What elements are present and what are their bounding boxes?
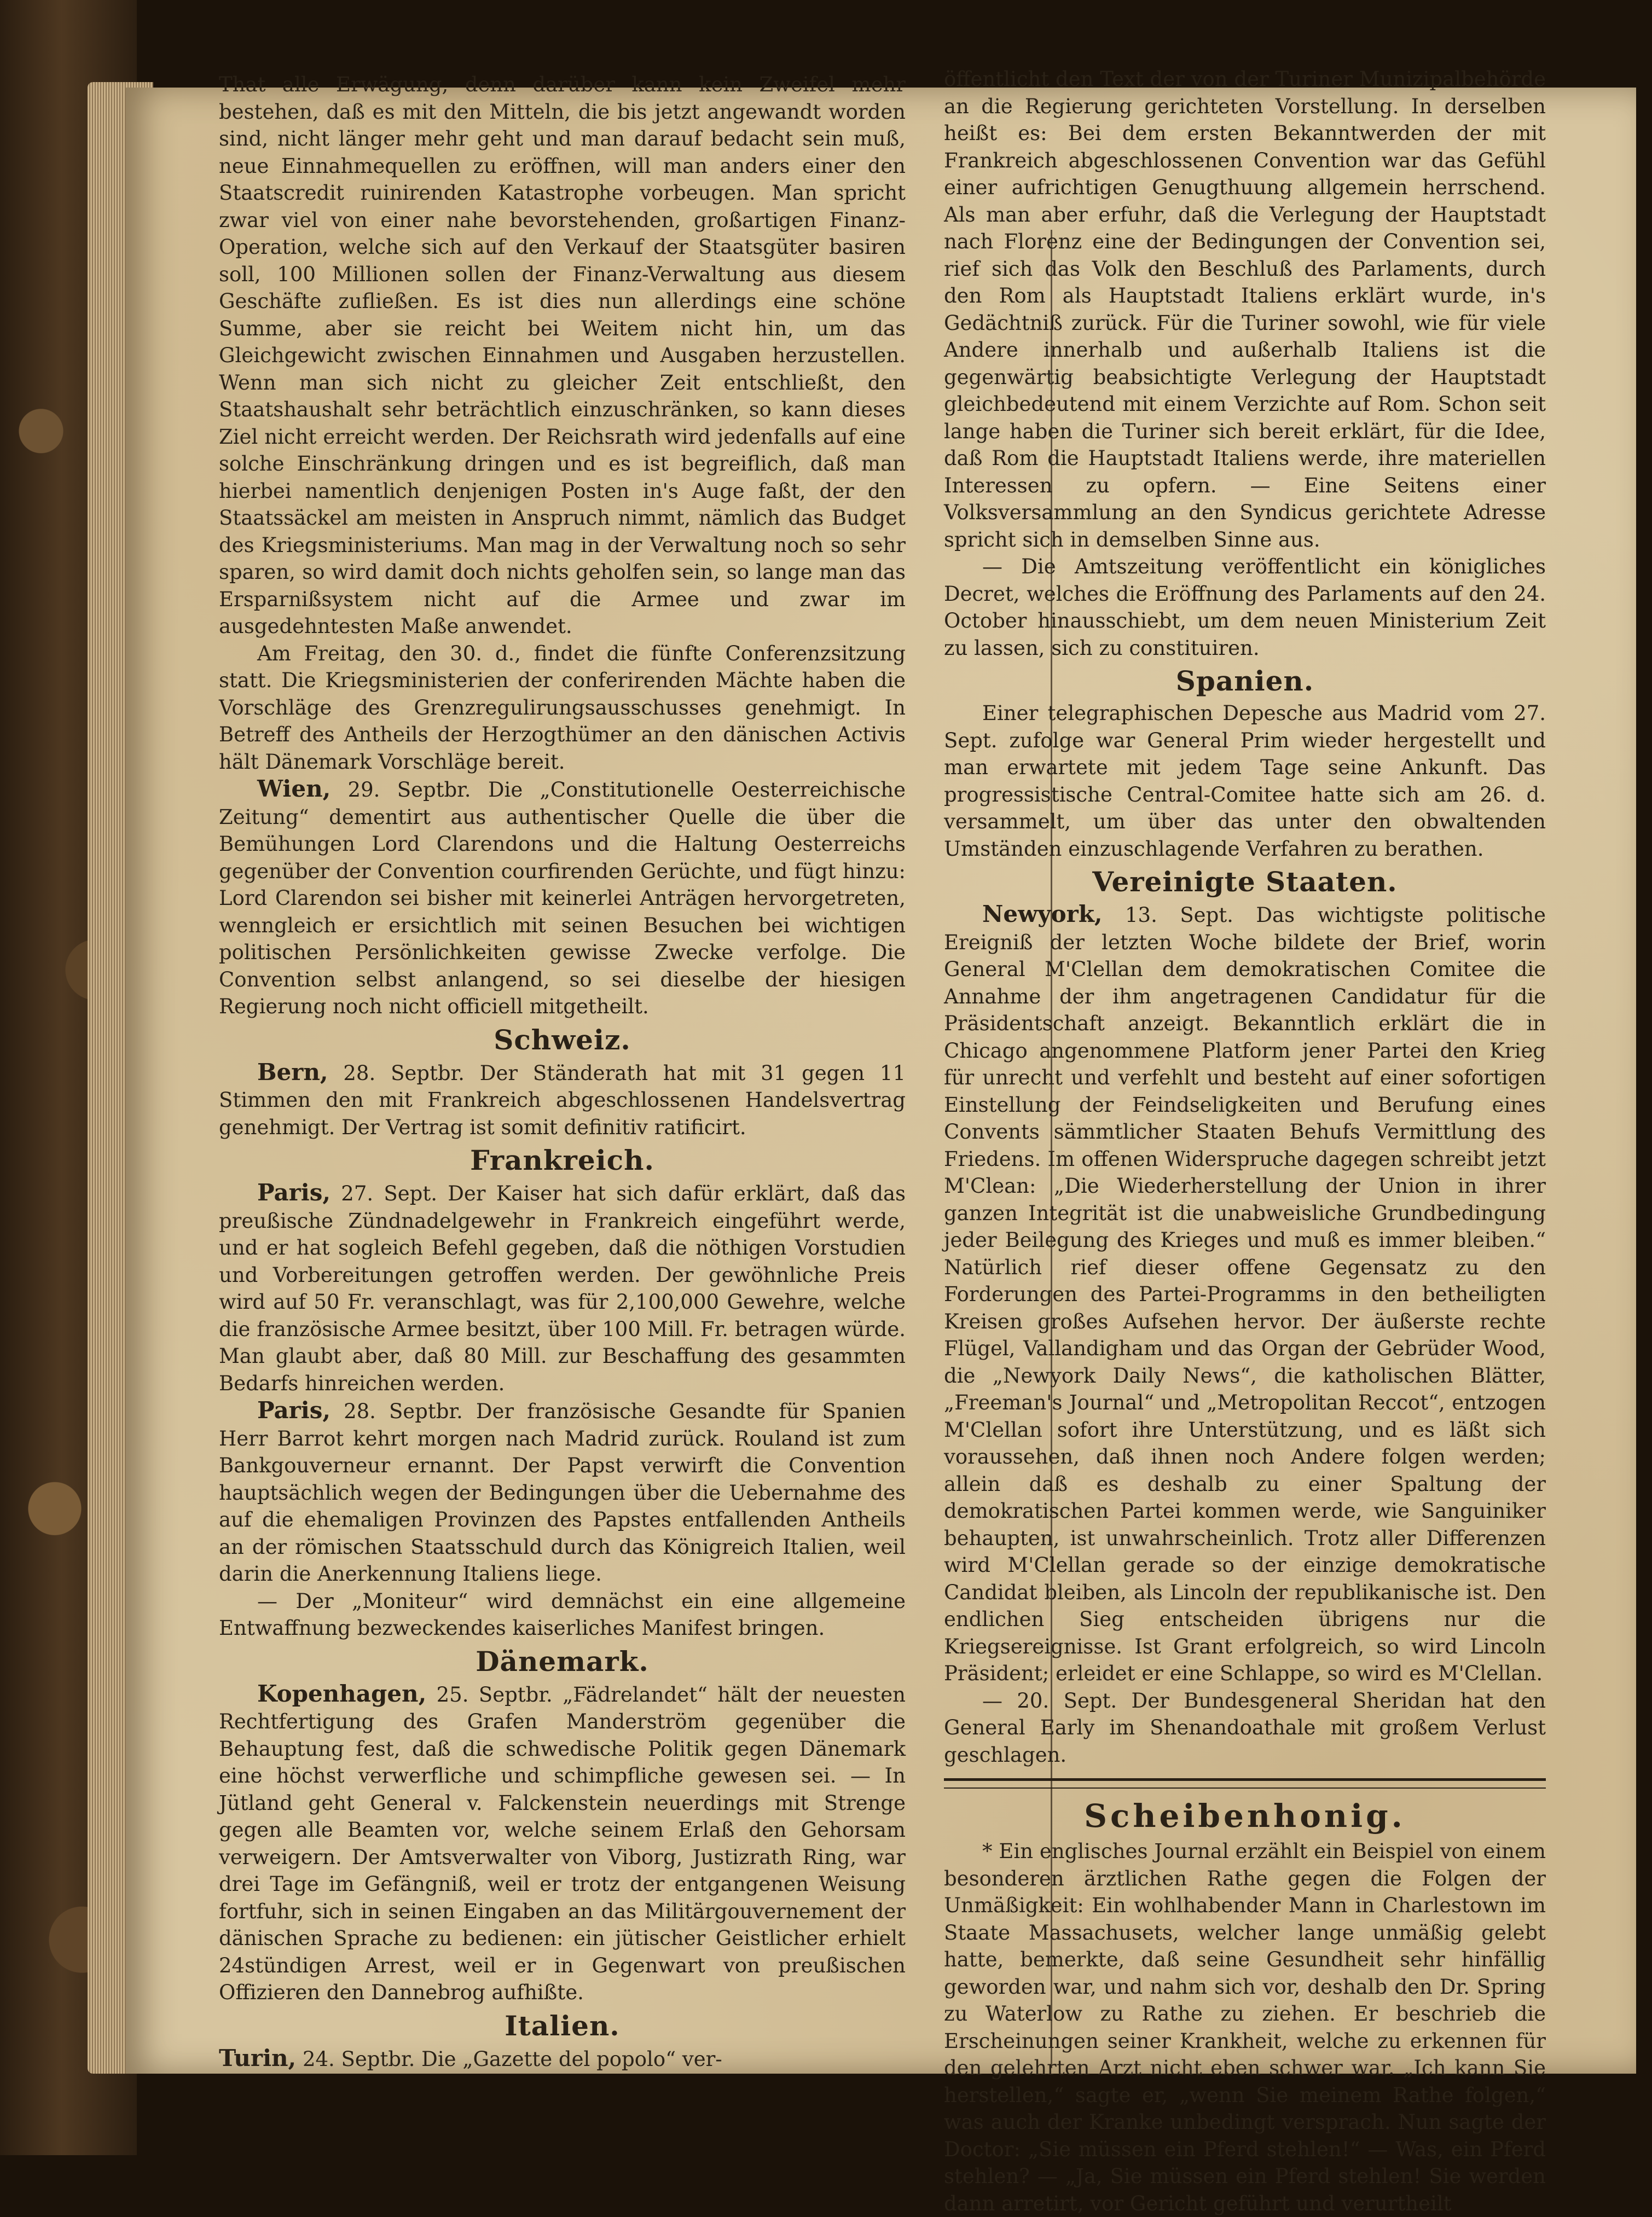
article-newyork: [944, 901, 1546, 1687]
right-column: [944, 66, 1546, 2217]
heading-schweiz: Schweiz.: [494, 1023, 631, 1056]
kopenhagen-text: 25. Septbr. „Fädrelandet“ hält der neuesten Rechtfertigung des Grafen Manderström gegenüber die Behauptung fest, daß die schwedische Politik gegen Dänemark eine höchst verwerfliche und schimpfliche gewesen sei. — In Jütland geht General v. Falckenstein neuerdings mit Strenge gegen alle Beamten vor, welche seinem Erlaß den Gehorsam verweigern. Der Amtsverwalter von Viborg, Justizrath Ring, war drei Tage im Gefängniß, weil er trotz der entgangenen Weisung fortfuhr, sich in seinen Eingaben an das Militärgouvernement der dänischen Sprache zu bedienen: ein jütischer Geistlicher erhielt 24stündigen Arrest, weil er in Gegenwart von preußischen Offizieren den Dannebrog aufhißte.: [219, 1682, 906, 2004]
bern-text: 28. Septbr. Der Ständerath hat mit 31 gegen 11 Stimmen den mit Frankreich abgeschlossenen Handelsvertrag genehmigt. Der Vertrag ist somit definitiv ratificirt.: [219, 1061, 906, 1139]
article-amtszeitung: — Die Amtszeitung veröffentlicht ein königliches Decret, welches die Eröffnung des Parlaments auf den 24. October hinausschiebt, um dem neuen Ministerium Zeit zu lassen, sich zu constituiren.: [944, 555, 1546, 660]
article-kopenhagen: [219, 1680, 906, 2006]
paris-28-text: 28. Septbr. Der französische Gesandte für Spanien Herr Barrot kehrt morgen nach Madrid zurück. Rouland ist zum Bankgouverneur ernannt. Der Papst verwirft die Convention hauptsächlich wegen der Bedingungen über die Uebernahme des auf die ehemaligen Provinzen des Papstes entfallenden Antheils an der römischen Staatsschuld durch das Königreich Italien, weil darin die Anerkennung Italiens liege.: [219, 1400, 906, 1586]
heading-italien: Italien.: [505, 2009, 620, 2042]
dateline-bern: Bern,: [257, 1058, 328, 1086]
dateline-newyork: Newyork,: [982, 901, 1103, 927]
turin-text: 24. Septbr. Die „Gazette del popolo“ ver-: [296, 2047, 722, 2071]
section-rule: [944, 1778, 1546, 1789]
article-wien: [219, 775, 906, 1020]
dateline-paris-28: Paris,: [257, 1397, 331, 1424]
article-paris-27: [219, 1179, 906, 1397]
article-paris-28: [219, 1397, 906, 1588]
wien-text: 29. Septbr. Die „Constitutionelle Oesterreichische Zeitung“ dementirt aus authentischer Quelle die über die Bemühungen Lord Clarendons und die Haltung Oesterreichs gegenüber der Convention courfirenden Gerüchte, und fügt hinzu: Lord Clarendon sei bisher mit keinerlei Anträgen hervorgetreten, wenngleich er ersichtlich mit seinen Besuchen bei wichtigen politischen Persönlichkeiten gewisse Zwecke verfolge. Die Convention selbst anlangend, so sei dieselbe der hiesigen Regierung noch nicht officiell mitgetheilt.: [219, 778, 906, 1018]
heading-spanien: Spanien.: [1175, 665, 1314, 697]
article-turin: [219, 2045, 906, 2073]
dateline-turin: Turin,: [219, 2044, 297, 2071]
article-turin-continued: öffentlicht den Text der von der Turiner Munizipalbehörde an die Regierung gerichteten Vorstellung. In derselben heißt es: Bei dem ersten Bekanntwerden der mit Frankreich abgeschlossenen Convention war das Gefühl einer aufrichtigen Genugthuung allgemein herrschend. Als man aber erfuhr, daß die Verlegung der Hauptstadt nach Florenz eine der Bedingungen der Convention sei, rief sich das Volk den Beschluß des Parlaments, durch den Rom als Hauptstadt Italiens erklärt wurde, in's Gedächtniß zurück. Für die Turiner sowohl, wie für viele Andere innerhalb und außerhalb Italiens ist die gegenwärtig beabsichtigte Verlegung der Hauptstadt gleichbedeutend mit einem Verzichte auf Rom. Schon seit lange haben die Turiner sich bereit erklärt, für die Idee, daß Rom die Hauptstadt Italiens werde, ihre materiellen Interessen zu opfern. — Eine Seitens einer Volksversammlung an den Syndicus gerichtete Adresse spricht sich in demselben Sinne aus.: [944, 67, 1546, 552]
article-sheridan: — 20. Sept. Der Bundesgeneral Sheridan hat den General Early im Shenandoathale mit großem Verlust geschlagen.: [944, 1688, 1546, 1767]
dateline-wien: Wien,: [257, 775, 331, 802]
dateline-paris-27: Paris,: [257, 1179, 331, 1206]
article-scheibenhonig: * Ein englisches Journal erzählt ein Beispiel von einem besonderen ärztlichen Rathe gegen die Folgen der Unmäßigkeit: Ein wohlhabender Mann in Charlestown im Staate Massachusets, welcher lange unmäßig gelebt hatte, bemerkte, daß seine Gesundheit sehr hinfällig geworden war, und nahm sich vor, deshalb den Dr. Spring zu Waterlow zu Rathe zu ziehen. Er beschrieb die Erscheinungen seiner Krankheit, welche zu erkennen für den gelehrten Arzt nicht eben schwer war. „Ich kann Sie herstellen,“ sagte er, „wenn Sie meinem Rathe folgen,“ was auch der Kranke unbedingt versprach. Nun sagte der Doctor: „Sie müssen ein Pferd stehlen!“ — Was, ein Pferd stehlen? — „Ja, Sie müssen ein Pferd stehlen! Sie werden dann arretirt, vor Gericht geführt und verurtheilt: [944, 1839, 1546, 2215]
heading-scheibenhonig: Scheibenhonig.: [1084, 1797, 1406, 1835]
article-moniteur: — Der „Moniteur“ wird demnächst ein eine allgemeine Entwaffnung bezweckendes kaiserliches Manifest bringen.: [219, 1589, 906, 1640]
newyork-text: 13. Sept. Das wichtigste politische Ereigniß der letzten Woche bildete der Brief, worin General M'Clellan dem demokratischen Comitee die Annahme der ihm angetragenen Candidatur für die Präsidentschaft anzeigt. Bekanntlich erklärt die in Chicago angenommene Platform jener Partei den Krieg für unrecht und verfehlt und besteht auf einer sofortigen Einstellung der Feindseligkeiten und Berufung eines Convents sämmtlicher Staaten Behufs Vermittlung des Friedens. Im offenen Widerspruche dagegen schreibt jetzt M'Clean: „Die Wiederherstellung der Union in ihrer ganzen Integrität ist die unabweisliche Grundbedingung jeder Beilegung des Krieges und muß es immer bleiben.“ Natürlich rief dieser offene Gegensatz zu den Forderungen des Partei-Programms in den betheiligten Kreisen großes Aufsehen hervor. Der äußerste rechte Flügel, Vallandigham und das Organ der Gebrüder Wood, die „Newyork Daily News“, die katholischen Blätter, „Freeman's Journal“ und „Metropolitan Reccot“, entzogen M'Clellan sofort ihre Unterstützung, und es läßt sich voraussehen, daß ihnen noch Andere folgen werden; allein daß es deshalb zu einer Spaltung der demokratischen Partei kommen werde, wie Sanguiniker behaupten, ist unwahrscheinlich. Trotz aller Differenzen wird M'Clellan gerade so der einzige demokratische Candidat bleiben, als Lincoln der republikanische ist. Den endlichen Sieg entscheiden übrigens nur die Kriegsereignisse. Ist Grant erfolgreich, so wird Lincoln Präsident; erleidet er eine Schlappe, so wird es M'Clellan.: [944, 903, 1546, 1685]
left-column: [219, 71, 906, 2073]
dateline-kopenhagen: Kopenhagen,: [257, 1680, 427, 1707]
heading-vereinigte-staaten: Vereinigte Staaten.: [1092, 866, 1398, 898]
article-bern: [219, 1059, 906, 1141]
article-conference: Am Freitag, den 30. d., findet die fünfte Conferenzsitzung statt. Die Kriegsministerien der conferirenden Mächte haben die Vorschläge des Grenzregulirungsausschusses genehmigt. In Betreff des Antheils der Herzogthümer an den dänischen Activis hält Dänemark Vorschläge bereit.: [219, 641, 906, 774]
article-finances: That alle Erwägung, denn darüber kann kein Zweifel mehr bestehen, daß es mit den Mitteln, die bis jetzt angewandt worden sind, nicht länger mehr geht und man darauf bedacht sein muß, neue Einnahmequellen zu eröffnen, will man anders einer den Staatscredit ruinirenden Katastrophe vorbeugen. Man spricht zwar viel von einer nahe bevorstehenden, großartigen Finanz-Operation, welche sich auf den Verkauf der Staatsgüter basiren soll, 100 Millionen sollen der Finanz-Verwaltung aus diesem Geschäfte zufließen. Es ist dies nun allerdings eine schöne Summe, aber sie reicht bei Weitem nicht hin, um das Gleichgewicht zwischen Einnahmen und Ausgaben herzustellen. Wenn man sich nicht zu gleicher Zeit entschließt, den Staatshaushalt sehr beträchtlich einzuschränken, so kann dieses Ziel nicht erreicht werden. Der Reichsrath wird jedenfalls auf eine solche Einschränkung dringen und es ist begreiflich, daß man hierbei namentlich denjenigen Posten in's Auge faßt, der den Staatssäckel am meisten in Anspruch nimmt, nämlich das Budget des Kriegsministeriums. Man mag in der Verwaltung noch so sehr sparen, so wird damit doch nichts geholfen sein, so lange man das Ersparnißsystem nicht auf die Armee und zwar im ausgedehntesten Maße anwendet.: [219, 73, 906, 638]
article-spanien: Einer telegraphischen Depesche aus Madrid vom 27. Sept. zufolge war General Prim wieder hergestellt und man erwartete mit jedem Tage seine Ankunft. Das progressistische Central-Comitee hatte sich am 26. d. versammelt, um über das unter den obwaltenden Umständen einzuschlagende Verfahren zu berathen.: [944, 701, 1546, 861]
heading-frankreich: Frankreich.: [470, 1144, 654, 1176]
paris-27-text: 27. Sept. Der Kaiser hat sich dafür erklärt, daß das preußische Zündnadelgewehr in Frankreich eingeführt werde, und er hat sogleich Befehl gegeben, daß die nöthigen Vorstudien und Vorbereitungen getroffen werden. Der gewöhnliche Preis wird auf 50 Fr. veranschlagt, was für 2,100,000 Gewehre, welche die französische Armee besitzt, über 100 Mill. Fr. betragen würde. Man glaubt aber, daß 80 Mill. zur Beschaffung des gesammten Bedarfs hinreichen werden.: [219, 1182, 906, 1395]
heading-daenemark: Dänemark.: [476, 1645, 649, 1678]
